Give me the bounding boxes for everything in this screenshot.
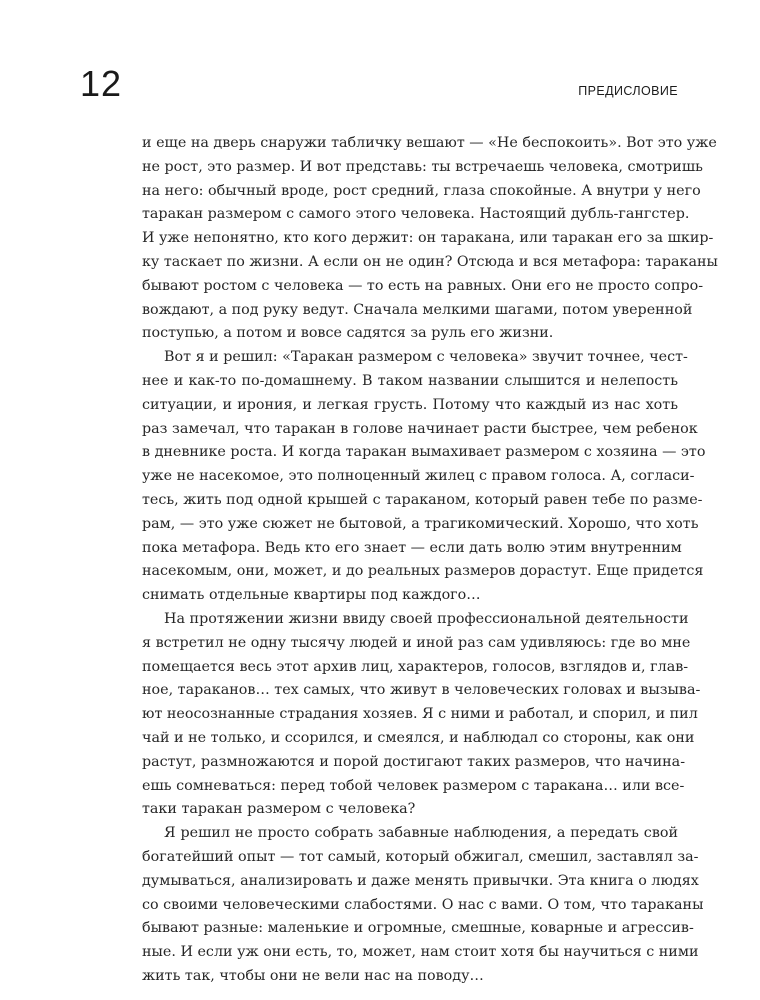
paragraph xyxy=(142,608,701,822)
body-text xyxy=(142,132,718,989)
text-line: нее и как-то по-домашнему. В таком названии слышится и нелепость xyxy=(142,372,678,389)
text-line: помещается весь этот архив лиц, характеров, голосов, взглядов и, глав- xyxy=(142,658,689,675)
text-line: ное, тараканов… тех самых, что живут в человеческих головах и вызыва- xyxy=(142,682,701,699)
text-line: растут, размножаются и порой достигают таких размеров, что начина- xyxy=(142,753,686,770)
text-line: ку таскает по жизни. А если он не один? Отсюда и вся метафора: тараканы xyxy=(142,253,718,270)
text-line: бывают ростом с человека — то есть на равных. Они его не просто сопро- xyxy=(142,277,704,294)
text-line: таки таракан размером с человека? xyxy=(142,801,416,818)
paragraph xyxy=(142,346,706,608)
text-line: не рост, это размер. И вот представь: ты встречаешь человека, смотришь xyxy=(142,158,703,175)
text-line: ситуации, и ирония, и легкая грусть. Потому что каждый из нас хоть xyxy=(142,396,678,413)
paragraph xyxy=(142,822,704,989)
text-line: На протяжении жизни ввиду своей профессиональной деятельности xyxy=(164,610,689,627)
text-line: я встретил не одну тысячу людей и иной раз сам удивляюсь: где во мне xyxy=(142,634,691,651)
text-line: на него: обычный вроде, рост средний, глаза спокойные. А внутри у него xyxy=(142,182,701,199)
text-line: Вот я и решил: «Таракан размером с человека» звучит точнее, чест- xyxy=(164,349,688,366)
text-line: таракан размером с самого этого человека. Настоящий дубль-гангстер. xyxy=(142,206,690,223)
text-line: пока метафора. Ведь кто его знает — если дать волю этим внутренним xyxy=(142,539,682,556)
text-line: раз замечал, что таракан в голове начинает расти быстрее, чем ребенок xyxy=(142,420,698,437)
paragraph xyxy=(142,132,718,346)
page-number: 12 xyxy=(80,63,123,104)
text-line: Я решил не просто собрать забавные наблюдения, а передать свой xyxy=(164,825,678,842)
text-line: богатейший опыт — тот самый, который обжигал, смешил, заставлял за- xyxy=(142,848,699,865)
text-line: и еще на дверь снаружи табличку вешают — «Не беспокоить». Вот это уже xyxy=(142,135,717,151)
text-line: ные. И если уж они есть, то, может, нам стоит хотя бы научиться с ними xyxy=(142,944,699,961)
text-line: поступью, а потом и вовсе садятся за руль его жизни. xyxy=(142,325,554,342)
text-line: бывают разные: маленькие и огромные, смешные, коварные и агрессив- xyxy=(142,920,694,937)
text-line: думываться, анализировать и даже менять привычки. Эта книга о людях xyxy=(142,872,699,889)
text-line: И уже непонятно, кто кого держит: он таракана, или таракан его за шкир- xyxy=(142,230,714,247)
text-line: в дневнике роста. И когда таракан вымахивает размером с хозяина — это xyxy=(142,444,706,461)
text-line: ешь сомневаться: перед тобой человек размером с таракана… или все- xyxy=(142,777,685,794)
running-head: ПРЕДИСЛОВИЕ xyxy=(578,84,678,98)
text-line: тесь, жить под одной крышей с тараканом, который равен тебе по разме- xyxy=(142,491,703,508)
text-line: насекомым, они, может, и до реальных размеров дорастут. Еще придется xyxy=(142,563,704,580)
text-line: снимать отдельные квартиры под каждого… xyxy=(142,587,481,604)
text-line: вождают, а под руку ведут. Сначала мелкими шагами, потом уверенной xyxy=(142,301,693,318)
text-line: со своими человеческими слабостями. О нас с вами. О том, что тараканы xyxy=(142,896,704,913)
text-line: чай и не только, и ссорился, и смеялся, и наблюдал со стороны, как они xyxy=(142,729,695,746)
text-line: рам, — это уже сюжет не бытовой, а трагикомический. Хорошо, что хоть xyxy=(142,515,699,532)
text-line: ют неосознанные страдания хозяев. Я с ними и работал, и спорил, и пил xyxy=(142,706,698,723)
text-line: уже не насекомое, это полноценный жилец с правом голоса. А, согласи- xyxy=(142,468,695,485)
text-line: жить так, чтобы они не вели нас на поводу… xyxy=(142,967,484,984)
